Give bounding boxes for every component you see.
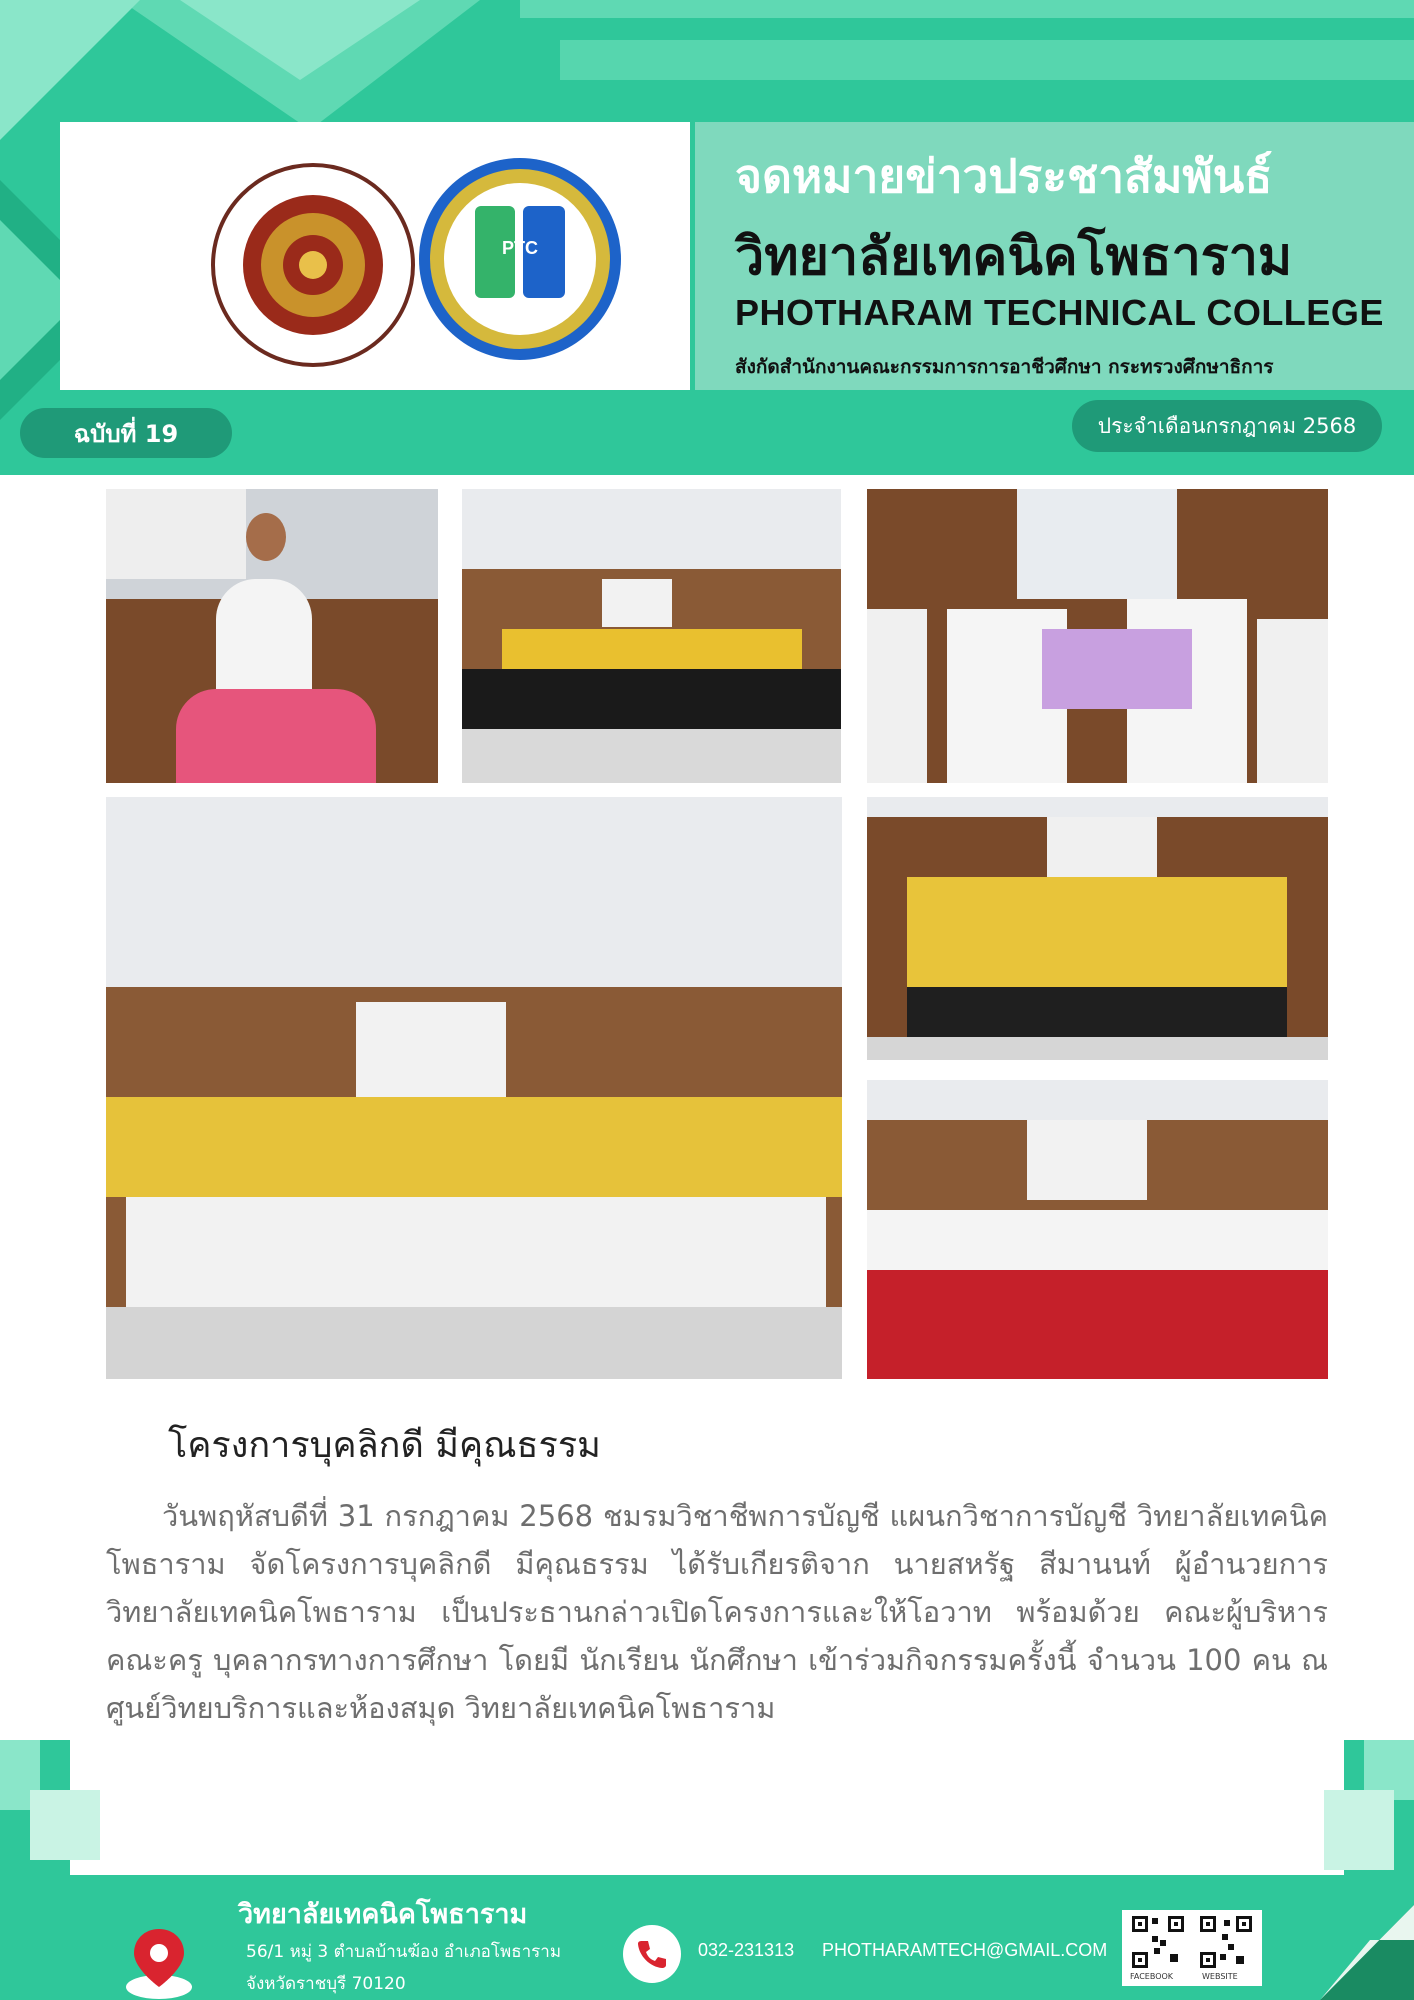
college-name-english: PHOTHARAM TECHNICAL COLLEGE bbox=[735, 292, 1384, 333]
footer-address-line2: จังหวัดราชบุรี 70120 bbox=[246, 1974, 406, 1994]
logo-panel bbox=[60, 122, 690, 390]
ptc-logo-text: PTC bbox=[502, 238, 538, 258]
qr-code-panel bbox=[1122, 1910, 1262, 1986]
photo-speaker bbox=[106, 489, 438, 783]
qr-label-facebook: FACEBOOK bbox=[1130, 1972, 1174, 1981]
photo-group-formal bbox=[462, 489, 841, 783]
location-pin-icon bbox=[124, 1925, 194, 2000]
newsletter-title: จดหมายข่าวประชาสัมพันธ์ bbox=[735, 149, 1273, 203]
photo-group-large bbox=[106, 797, 842, 1379]
footer-college-name: วิทยาลัยเทคนิคโพธาราม bbox=[238, 1899, 528, 1930]
qr-label-website: WEBSITE bbox=[1202, 1972, 1238, 1981]
article-body: วันพฤหัสบดีที่ 31 กรกฎาคม 2568 ชมรมวิชาชีพการบัญชี แผนกวิชาการบัญชี วิทยาลัยเทคนิคโพธาราม จัดโครงการบุคลิกดี มีคุณธรรม ได้รับเกียรติจาก นายสหรัฐ สีมานนท์ ผู้อำนวยการวิทยาลัยเทคนิคโพธาราม เป็นประธานกล่าวเปิดโครงการและให้โอวาท พร้อมด้วย คณะผู้บริหาร คณะครู บุคลากรทางการศึกษา โดยมี นักเรียน นักศึกษา เข้าร่วมกิจกรรมครั้งนี้ จำนวน 100 คน ณ ศูนย์วิทยบริการและห้องสมุด วิทยาลัยเทคนิคโพธาราม bbox=[106, 1499, 1328, 1725]
ovec-emblem-logo bbox=[210, 162, 416, 368]
website-qr-icon[interactable] bbox=[1198, 1914, 1254, 1970]
phone-icon bbox=[622, 1924, 682, 1984]
photo-audience bbox=[867, 1080, 1328, 1379]
photo-group-teachers bbox=[867, 797, 1328, 1060]
title-panel bbox=[695, 122, 1414, 390]
photo-certificate-award bbox=[867, 489, 1328, 783]
ptc-green-quality-college-logo bbox=[415, 154, 625, 364]
footer-address-line1: 56/1 หมู่ 3 ตำบลบ้านฆ้อง อำเภอโพธาราม bbox=[246, 1942, 562, 1962]
issue-number-badge: ฉบับที่ 19 bbox=[20, 408, 232, 458]
facebook-qr-icon[interactable] bbox=[1130, 1914, 1186, 1970]
footer-phone[interactable]: 032-231313 bbox=[698, 1940, 795, 1960]
issue-month-badge: ประจำเดือนกรกฎาคม 2568 bbox=[1072, 400, 1382, 452]
footer-email[interactable]: PHOTHARAMTECH@GMAIL.COM bbox=[822, 1940, 1108, 1960]
college-name-thai: วิทยาลัยเทคนิคโพธาราม bbox=[735, 227, 1293, 287]
article-title: โครงการบุคลิกดี มีคุณธรรม bbox=[168, 1425, 601, 1466]
affiliation-text: สังกัดสำนักงานคณะกรรมการการอาชีวศึกษา กระทรวงศึกษาธิการ bbox=[735, 356, 1274, 378]
footer bbox=[0, 1740, 1414, 2000]
